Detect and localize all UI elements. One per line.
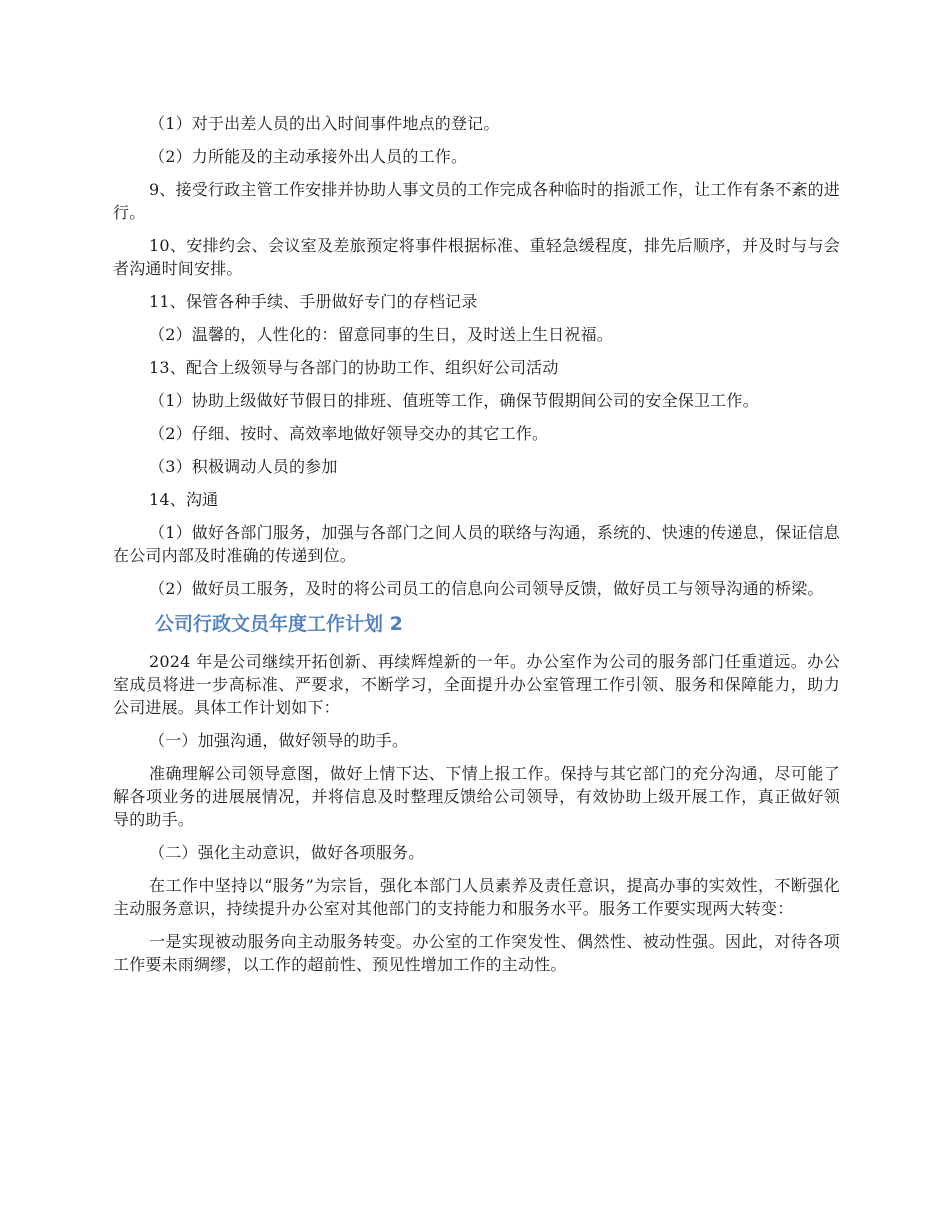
paragraph: （3）积极调动人员的参加: [149, 457, 338, 476]
paragraph: （二）强化主动意识，做好各项服务。: [149, 843, 425, 862]
paragraph: 13、配合上级领导与各部门的协助工作、组织好公司活动: [149, 358, 559, 377]
paragraph: （2）做好员工服务，及时的将公司员工的信息向公司领导反馈，做好员工与领导沟通的桥梁。: [149, 579, 824, 598]
paragraph: （1）协助上级做好节假日的排班、值班等工作，确保节假期间公司的安全保卫工作。: [149, 391, 759, 410]
paragraph: 10、安排约会、会议室及差旅预定将事件根据标准、重轻急缓程度，排先后顺序，并及时与与会者沟通时间安排。: [113, 236, 840, 278]
document-body: [113, 112, 840, 986]
paragraph: 11、保管各种手续、手册做好专门的存档记录: [149, 292, 478, 311]
paragraph: （1）对于出差人员的出入时间事件地点的登记。: [149, 114, 500, 133]
paragraph: （2）力所能及的主动承接外出人员的工作。: [149, 147, 468, 166]
section-heading: 公司行政文员年度工作计划 2: [155, 613, 403, 635]
paragraph: （2）温馨的，人性化的：留意同事的生日，及时送上生日祝福。: [149, 325, 613, 344]
paragraph: 在工作中坚持以“服务”为宗旨，强化本部门人员素养及责任意识，提高办事的实效性，不断强化主动服务意识，持续提升办公室对其他部门的支持能力和服务水平。服务工作要实现两大转变：: [113, 876, 840, 918]
paragraph: 2024 年是公司继续开拓创新、再续辉煌新的一年。办公室作为公司的服务部门任重道远。办公室成员将进一步高标准、严要求，不断学习，全面提升办公室管理工作引领、服务和保障能力，助力公司进展。具体工作计划如下：: [113, 652, 840, 717]
paragraph: 14、沟通: [149, 490, 219, 509]
paragraph: 准确理解公司领导意图，做好上情下达、下情上报工作。保持与其它部门的充分沟通，尽可能了解各项业务的进展展情况，并将信息及时整理反馈给公司领导，有效协助上级开展工作，真正做好领导的助手。: [113, 764, 840, 829]
paragraph: （1）做好各部门服务，加强与各部门之间人员的联络与沟通，系统的、快速的传递息，保证信息在公司内部及时准确的传递到位。: [113, 523, 840, 565]
paragraph: （一）加强沟通，做好领导的助手。: [149, 731, 409, 750]
paragraph: （2）仔细、按时、高效率地做好领导交办的其它工作。: [149, 424, 549, 443]
paragraph: 9、接受行政主管工作安排并协助人事文员的工作完成各种临时的指派工作，让工作有条不紊的进行。: [113, 180, 840, 222]
paragraph: 一是实现被动服务向主动服务转变。办公室的工作突发性、偶然性、被动性强。因此，对待各项工作要未雨绸缪，以工作的超前性、预见性增加工作的主动性。: [113, 932, 840, 974]
